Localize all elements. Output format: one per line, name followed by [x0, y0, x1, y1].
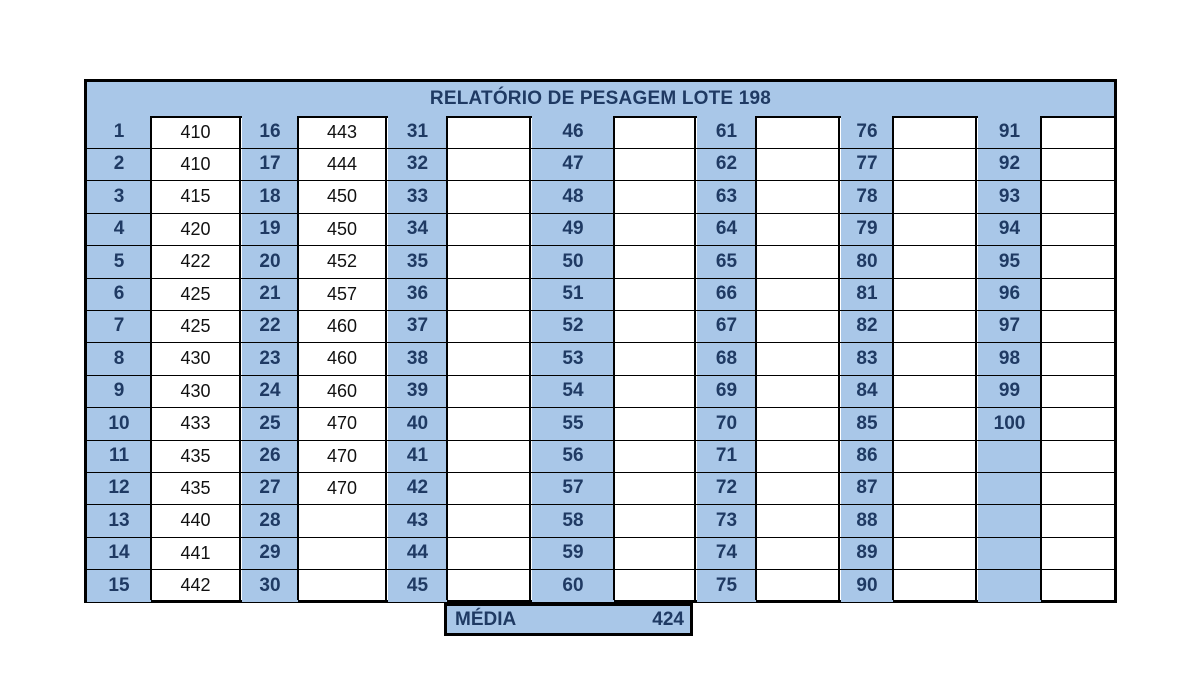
- weight-value-cell: [614, 570, 695, 602]
- row-number-cell: 44: [388, 537, 447, 569]
- weight-value-cell: [756, 505, 839, 537]
- weight-value-cell: [447, 375, 530, 407]
- weighing-report-table: [84, 79, 1117, 603]
- row-number-cell: [978, 505, 1041, 537]
- weight-value-cell: 415: [180, 186, 211, 207]
- row-number-cell: 62: [697, 148, 756, 180]
- row-number-cell: 17: [242, 148, 298, 180]
- column-divider: [239, 116, 241, 600]
- weight-value-cell: [1041, 343, 1114, 375]
- row-number-cell: 31: [388, 116, 447, 148]
- weight-value-cell: 444: [326, 153, 358, 174]
- row-number-cell: 53: [532, 343, 614, 375]
- row-number-cell: [978, 537, 1041, 569]
- row-number-cell: 9: [87, 375, 151, 407]
- row-number-cell: 27: [242, 472, 298, 504]
- weight-value-cell: [1041, 505, 1114, 537]
- weight-value-cell: [614, 116, 695, 148]
- row-number-cell: 59: [532, 537, 614, 569]
- row-divider: [87, 180, 1114, 181]
- weight-value-cell: 433: [180, 413, 211, 434]
- weight-value-cell: [893, 440, 976, 472]
- row-number-cell: 86: [841, 440, 893, 472]
- weight-value-cell: 442: [180, 575, 211, 596]
- weight-value-cell: [447, 537, 530, 569]
- row-number-cell: 56: [532, 440, 614, 472]
- row-divider: [87, 375, 1114, 376]
- report-title: RELATÓRIO DE PESAGEM LOTE 198: [87, 82, 1114, 118]
- weight-value-cell: 425: [180, 283, 211, 304]
- weight-value-cell: [1041, 537, 1114, 569]
- row-number-cell: 76: [841, 116, 893, 148]
- row-number-cell: 63: [697, 181, 756, 213]
- column-divider: [975, 116, 977, 600]
- row-number-cell: 66: [697, 278, 756, 310]
- row-number-cell: 67: [697, 310, 756, 342]
- row-number-cell: 13: [87, 505, 151, 537]
- row-number-cell: 58: [532, 505, 614, 537]
- weight-value-cell: [893, 505, 976, 537]
- row-number-cell: 15: [87, 570, 151, 602]
- row-number-cell: 25: [242, 408, 298, 440]
- row-number-cell: 23: [242, 343, 298, 375]
- weight-value-cell: [447, 278, 530, 310]
- weight-value-cell: [447, 440, 530, 472]
- row-number-cell: 12: [87, 472, 151, 504]
- row-number-cell: 32: [388, 148, 447, 180]
- row-number-cell: 79: [841, 213, 893, 245]
- row-number-cell: 22: [242, 310, 298, 342]
- row-number-cell: 88: [841, 505, 893, 537]
- row-number-cell: 34: [388, 213, 447, 245]
- row-number-cell: 18: [242, 181, 298, 213]
- weight-value-cell: [614, 310, 695, 342]
- column-divider: [297, 116, 299, 600]
- row-number-cell: 48: [532, 181, 614, 213]
- weight-value-cell: [614, 343, 695, 375]
- weight-value-cell: [893, 375, 976, 407]
- column-divider: [613, 116, 615, 600]
- weight-value-cell: [1041, 440, 1114, 472]
- weight-value-cell: [756, 181, 839, 213]
- row-number-cell: 99: [978, 375, 1041, 407]
- row-number-cell: 29: [242, 537, 298, 569]
- row-divider: [87, 537, 1114, 538]
- row-divider: [87, 440, 1114, 441]
- weight-value-cell: [614, 181, 695, 213]
- weight-value-cell: 441: [180, 542, 211, 563]
- row-number-cell: 93: [978, 181, 1041, 213]
- column-divider: [150, 116, 152, 600]
- row-number-cell: 42: [388, 472, 447, 504]
- row-number-cell: 82: [841, 310, 893, 342]
- row-number-cell: 40: [388, 408, 447, 440]
- weight-value-cell: [756, 375, 839, 407]
- weight-value-cell: [614, 440, 695, 472]
- row-divider: [87, 278, 1114, 279]
- weight-value-cell: [447, 343, 530, 375]
- row-divider: [87, 310, 1114, 311]
- row-number-cell: 28: [242, 505, 298, 537]
- weight-value-cell: [614, 375, 695, 407]
- row-number-cell: 16: [242, 116, 298, 148]
- weight-value-cell: [447, 181, 530, 213]
- weight-value-cell: 410: [180, 153, 211, 174]
- weight-value-cell: [756, 278, 839, 310]
- row-number-cell: 84: [841, 375, 893, 407]
- weight-value-cell: 450: [326, 186, 358, 207]
- row-number-cell: 96: [978, 278, 1041, 310]
- row-number-cell: 60: [532, 570, 614, 602]
- weight-value-cell: [447, 570, 530, 602]
- weight-value-cell: [614, 408, 695, 440]
- weight-value-cell: [893, 343, 976, 375]
- weight-value-cell: [756, 472, 839, 504]
- row-number-cell: 95: [978, 246, 1041, 278]
- row-number-cell: 80: [841, 246, 893, 278]
- weight-value-cell: [1041, 246, 1114, 278]
- row-number-cell: 85: [841, 408, 893, 440]
- row-number-cell: 47: [532, 148, 614, 180]
- row-number-cell: 90: [841, 570, 893, 602]
- row-number-cell: 50: [532, 246, 614, 278]
- weight-value-cell: [298, 505, 386, 537]
- weight-value-cell: [756, 310, 839, 342]
- weight-value-cell: 460: [326, 348, 358, 369]
- row-number-cell: 43: [388, 505, 447, 537]
- weight-value-cell: [614, 148, 695, 180]
- weight-value-cell: 435: [180, 445, 211, 466]
- weight-value-cell: 457: [326, 283, 358, 304]
- weight-value-cell: [447, 246, 530, 278]
- weight-value-cell: [756, 116, 839, 148]
- row-number-cell: 11: [87, 440, 151, 472]
- weight-value-cell: [893, 408, 976, 440]
- weight-value-cell: 430: [180, 380, 211, 401]
- row-number-cell: 74: [697, 537, 756, 569]
- weight-value-cell: [893, 181, 976, 213]
- row-number-cell: 71: [697, 440, 756, 472]
- weight-value-cell: [893, 472, 976, 504]
- weight-value-cell: [447, 310, 530, 342]
- weight-value-cell: [756, 537, 839, 569]
- weight-value-cell: [447, 505, 530, 537]
- row-number-cell: 100: [978, 408, 1041, 440]
- weight-value-cell: [756, 213, 839, 245]
- weight-value-cell: [756, 246, 839, 278]
- weight-value-cell: [893, 310, 976, 342]
- row-number-cell: 5: [87, 246, 151, 278]
- row-number-cell: 6: [87, 278, 151, 310]
- weight-value-cell: [893, 278, 976, 310]
- weight-value-cell: [614, 472, 695, 504]
- weight-value-cell: 460: [326, 315, 358, 336]
- weight-value-cell: 430: [180, 348, 211, 369]
- row-number-cell: 68: [697, 343, 756, 375]
- weight-value-cell: [893, 116, 976, 148]
- row-number-cell: 75: [697, 570, 756, 602]
- row-divider: [87, 472, 1114, 473]
- row-divider: [87, 245, 1114, 246]
- row-number-cell: 4: [87, 213, 151, 245]
- row-number-cell: 72: [697, 472, 756, 504]
- weight-value-cell: [1041, 181, 1114, 213]
- row-number-cell: 30: [242, 570, 298, 602]
- row-number-cell: 91: [978, 116, 1041, 148]
- row-number-cell: 33: [388, 181, 447, 213]
- weight-value-cell: [447, 148, 530, 180]
- weight-value-cell: [893, 570, 976, 602]
- row-divider: [87, 148, 1114, 149]
- row-number-cell: [978, 440, 1041, 472]
- weight-value-cell: 422: [180, 251, 211, 272]
- row-number-cell: 78: [841, 181, 893, 213]
- weight-value-cell: [614, 213, 695, 245]
- row-number-cell: 65: [697, 246, 756, 278]
- row-number-cell: 26: [242, 440, 298, 472]
- weight-value-cell: [1041, 278, 1114, 310]
- row-number-cell: 92: [978, 148, 1041, 180]
- weight-value-cell: [756, 570, 839, 602]
- row-number-cell: [978, 472, 1041, 504]
- row-number-cell: 69: [697, 375, 756, 407]
- row-divider: [87, 213, 1114, 214]
- weight-value-cell: [756, 408, 839, 440]
- row-number-cell: 41: [388, 440, 447, 472]
- weight-value-cell: [298, 537, 386, 569]
- row-number-cell: 73: [697, 505, 756, 537]
- row-number-cell: 7: [87, 310, 151, 342]
- row-number-cell: 35: [388, 246, 447, 278]
- row-number-cell: 1: [87, 116, 151, 148]
- weight-value-cell: 450: [326, 218, 358, 239]
- row-number-cell: 14: [87, 537, 151, 569]
- weight-value-cell: 470: [326, 477, 358, 498]
- column-divider: [892, 116, 894, 600]
- row-divider: [87, 504, 1114, 505]
- weight-value-cell: [1041, 148, 1114, 180]
- row-number-cell: 55: [532, 408, 614, 440]
- row-number-cell: 51: [532, 278, 614, 310]
- column-divider: [694, 116, 696, 600]
- weight-value-cell: [447, 408, 530, 440]
- weight-value-cell: [1041, 310, 1114, 342]
- weight-value-cell: [756, 343, 839, 375]
- weight-value-cell: [1041, 213, 1114, 245]
- row-number-cell: 38: [388, 343, 447, 375]
- weight-value-cell: [756, 440, 839, 472]
- row-number-cell: 83: [841, 343, 893, 375]
- column-divider: [446, 116, 448, 600]
- weight-value-cell: 440: [180, 510, 211, 531]
- column-divider: [385, 116, 387, 600]
- row-number-cell: 97: [978, 310, 1041, 342]
- row-number-cell: 81: [841, 278, 893, 310]
- row-number-cell: 19: [242, 213, 298, 245]
- weight-value-cell: 460: [326, 380, 358, 401]
- row-number-cell: 52: [532, 310, 614, 342]
- weight-value-cell: 420: [180, 218, 211, 239]
- row-number-cell: 46: [532, 116, 614, 148]
- average-box: [444, 603, 693, 636]
- row-number-cell: 57: [532, 472, 614, 504]
- weight-value-cell: [298, 570, 386, 602]
- row-number-cell: 64: [697, 213, 756, 245]
- row-number-cell: 24: [242, 375, 298, 407]
- row-number-cell: 45: [388, 570, 447, 602]
- column-divider: [755, 116, 757, 600]
- weight-value-cell: 435: [180, 477, 211, 498]
- column-divider: [1040, 116, 1042, 600]
- row-number-cell: 54: [532, 375, 614, 407]
- weight-value-cell: 425: [180, 315, 211, 336]
- row-number-cell: [978, 570, 1041, 602]
- weight-value-cell: 410: [180, 121, 211, 142]
- weight-value-cell: [614, 246, 695, 278]
- row-number-cell: 94: [978, 213, 1041, 245]
- row-number-cell: 89: [841, 537, 893, 569]
- weight-value-cell: [447, 213, 530, 245]
- row-number-cell: 61: [697, 116, 756, 148]
- row-number-cell: 87: [841, 472, 893, 504]
- weight-value-cell: [1041, 408, 1114, 440]
- weight-value-cell: [893, 213, 976, 245]
- row-number-cell: 20: [242, 246, 298, 278]
- weight-value-cell: 452: [326, 251, 358, 272]
- row-number-cell: 98: [978, 343, 1041, 375]
- weight-value-cell: [756, 148, 839, 180]
- row-divider: [87, 407, 1114, 408]
- row-number-cell: 70: [697, 408, 756, 440]
- row-number-cell: 10: [87, 408, 151, 440]
- weight-value-cell: [893, 246, 976, 278]
- row-number-cell: 77: [841, 148, 893, 180]
- weight-value-cell: [1041, 375, 1114, 407]
- row-number-cell: 36: [388, 278, 447, 310]
- row-number-cell: 39: [388, 375, 447, 407]
- weight-value-cell: 443: [326, 121, 358, 142]
- row-number-cell: 37: [388, 310, 447, 342]
- weight-value-cell: [1041, 116, 1114, 148]
- weight-value-cell: 470: [326, 445, 358, 466]
- weight-value-cell: [1041, 570, 1114, 602]
- weight-value-cell: [893, 148, 976, 180]
- row-divider: [87, 342, 1114, 343]
- weight-value-cell: 470: [326, 413, 358, 434]
- weight-value-cell: [614, 278, 695, 310]
- weight-value-cell: [1041, 472, 1114, 504]
- average-label: MÉDIA: [455, 608, 517, 630]
- weight-value-cell: [447, 116, 530, 148]
- weight-value-cell: [614, 505, 695, 537]
- row-number-cell: 21: [242, 278, 298, 310]
- row-number-cell: 8: [87, 343, 151, 375]
- row-number-cell: 2: [87, 148, 151, 180]
- column-divider: [838, 116, 840, 600]
- weight-value-cell: [614, 537, 695, 569]
- average-value: 424: [652, 608, 684, 630]
- row-number-cell: 3: [87, 181, 151, 213]
- row-number-cell: 49: [532, 213, 614, 245]
- row-divider: [87, 569, 1114, 570]
- weight-value-cell: [893, 537, 976, 569]
- column-divider: [529, 116, 531, 600]
- weight-value-cell: [447, 472, 530, 504]
- weights-grid: [87, 116, 1114, 600]
